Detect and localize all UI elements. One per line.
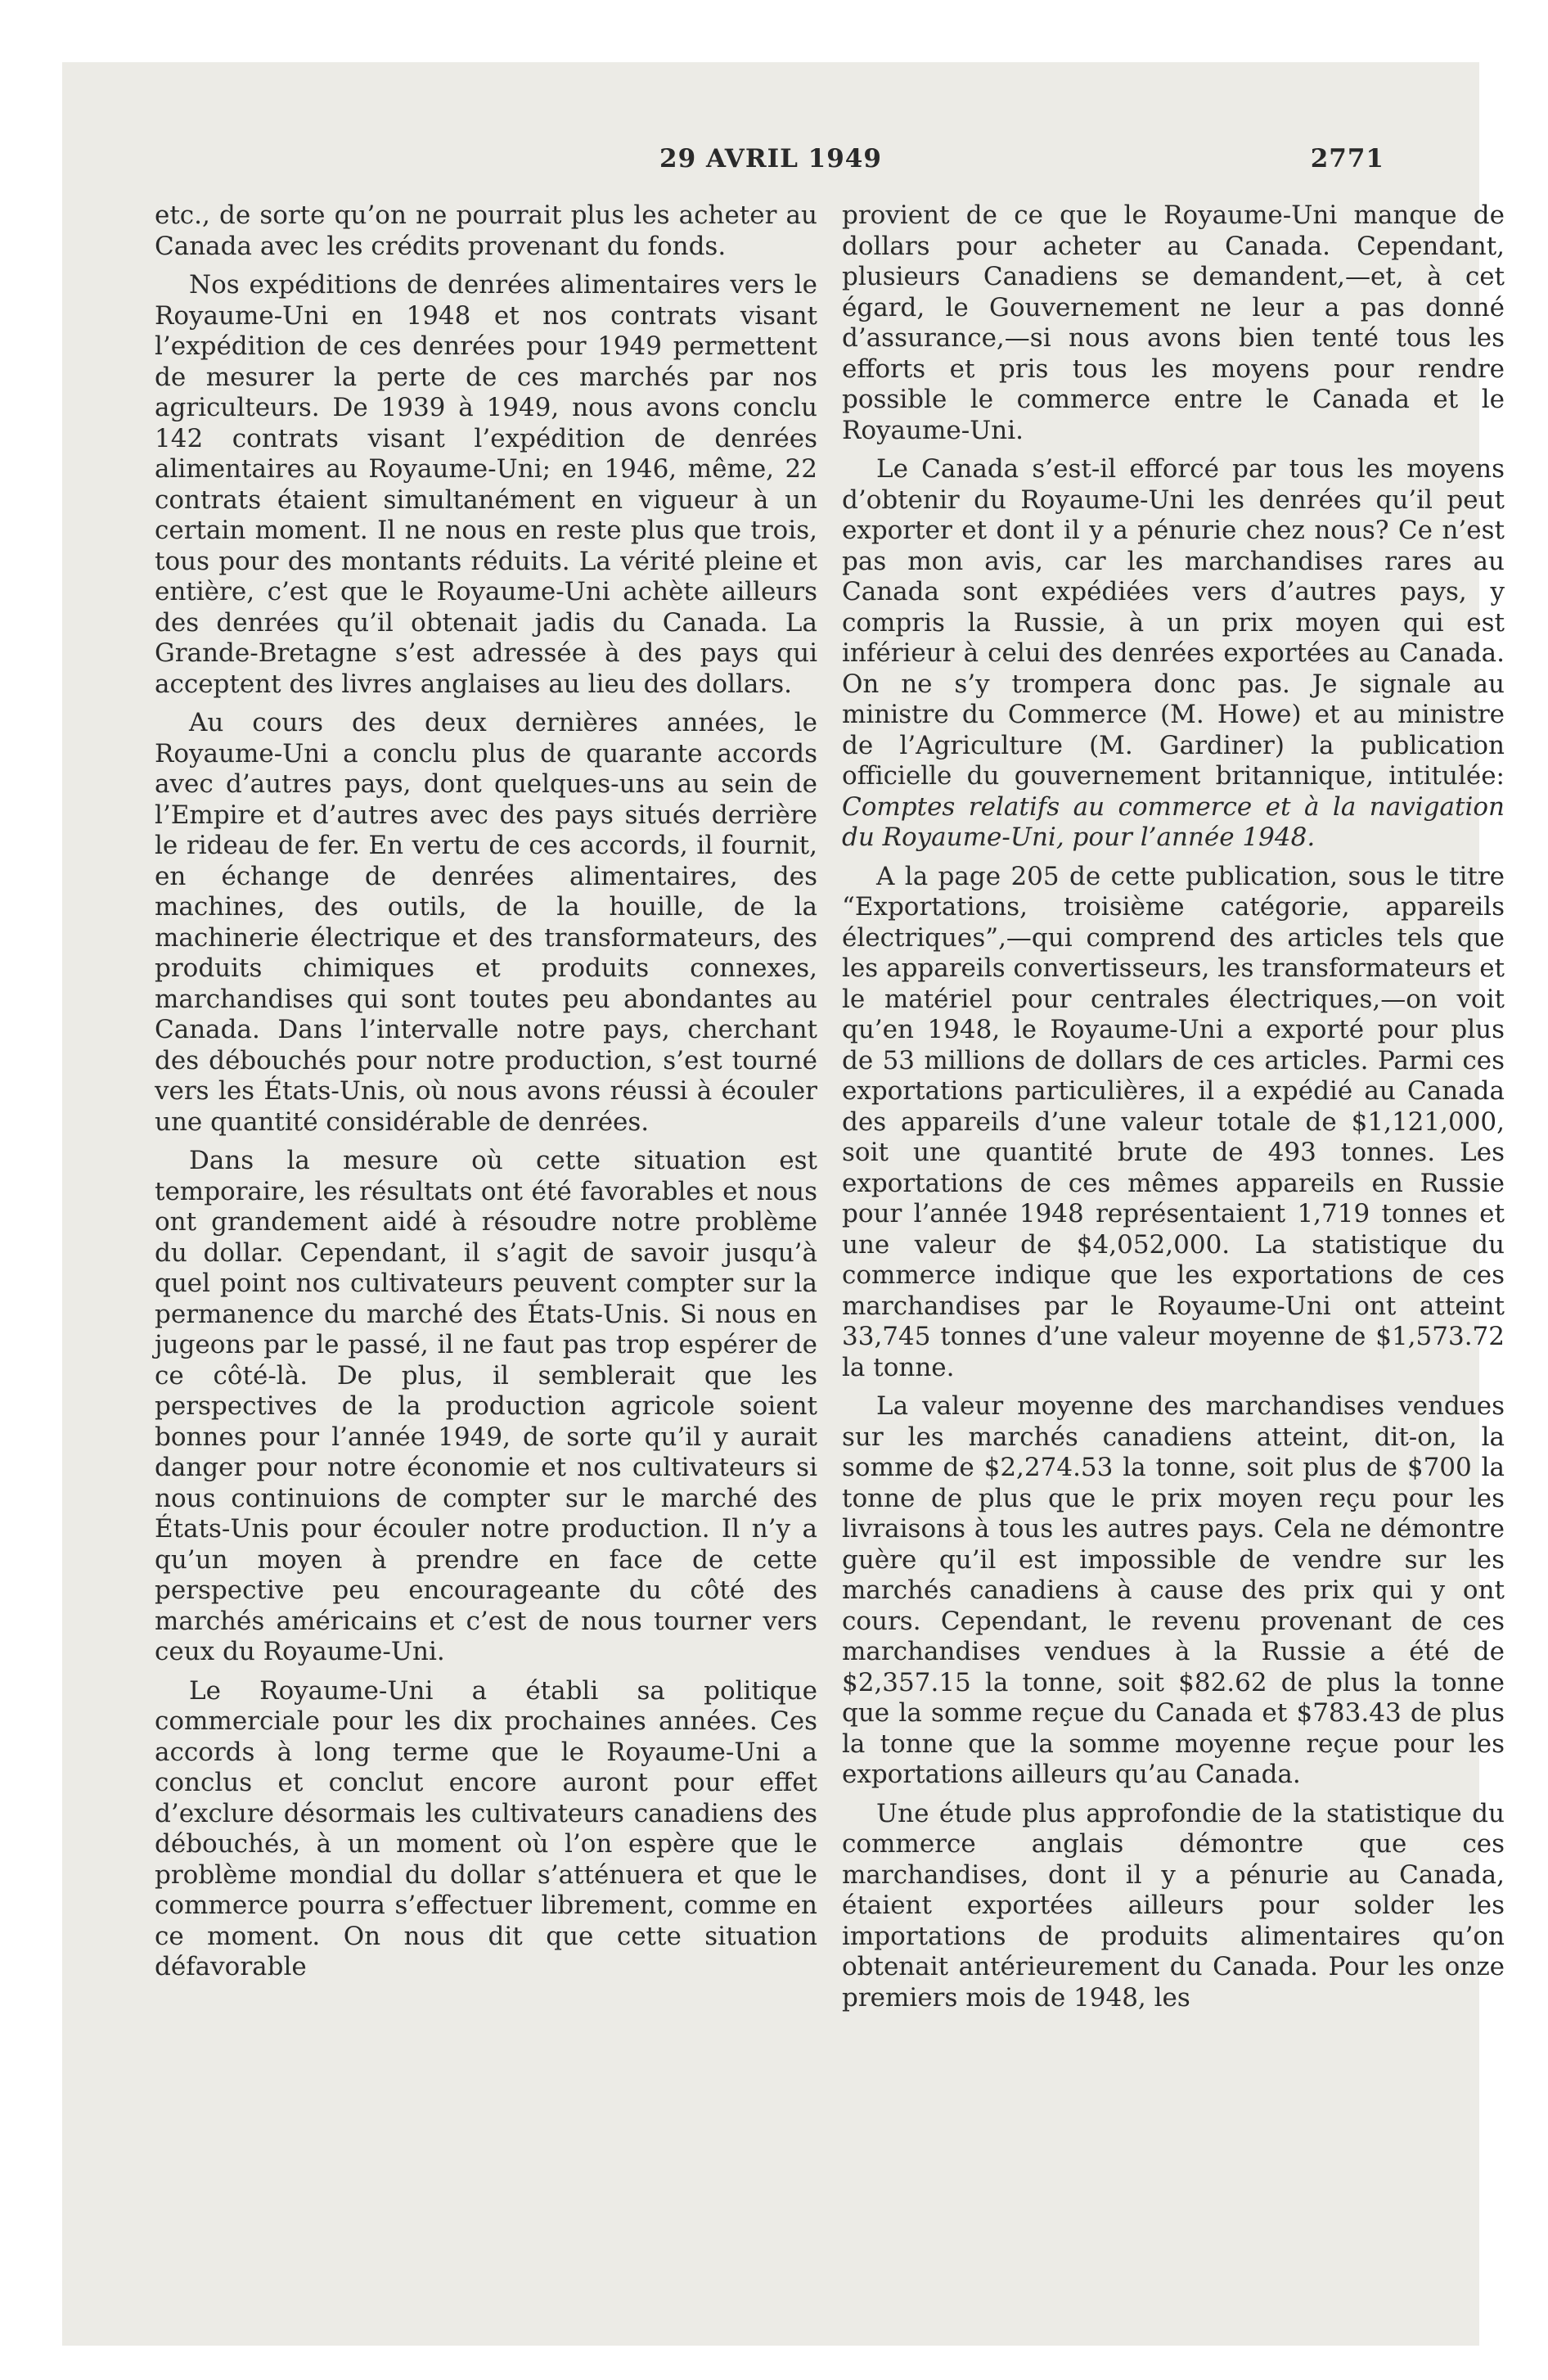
left-paragraph-2: Nos expéditions de denrées alimentaires vers le Royaume-Uni en 1948 et nos contrats visant l’expédition de ces denrées pour 1949 permettent de mesurer la perte de ces marchés par nos agriculteurs. De 1939 à 1949, nous avons conclu 142 contrats visant l’expédition de denrées alimentaires au Royaume-Uni; en 1946, même, 22 contrats étaient simultanément en vigueur à un certain moment. Il ne nous en reste plus que trois, tous pour des montants réduits. La vérité pleine et entière, c’est que le Royaume-Uni achète ailleurs des denrées qu’il obtenait jadis du Canada. La Grande-Bretagne s’est adressée à des pays qui acceptent des livres anglaises au lieu des dollars. — [155, 270, 817, 699]
right-paragraph-1: provient de ce que le Royaume-Uni manque de dollars pour acheter au Canada. Cependant, plusieurs Canadiens se demandent,—et, à cet égard, le Gouvernement ne leur a pas donné d’assurance,—si nous avons bien tenté tous les efforts et pris tous les moyens pour rendre possible le commerce entre le Canada et le Royaume-Uni. — [842, 201, 1505, 445]
right-paragraph-3: A la page 205 de cette publication, sous le titre “Exportations, troisième catégorie, appareils électriques”,—qui comprend des articles tels que les appareils convertisseurs, les transformateurs et le matériel pour centrales électriques,—on voit qu’en 1948, le Royaume-Uni a exporté pour plus de 53 millions de dollars de ces articles. Parmi ces exportations particulières, il a expédié au Canada des appareils d’une valeur totale de $1,121,000, soit une quantité brute de 493 tonnes. Les exportations de ces mêmes appareils en Russie pour l’année 1948 représentaient 1,719 tonnes et une valeur de $4,052,000. La statistique du commerce indique que les exportations de ces marchandises par le Royaume-Uni ont atteint 33,745 tonnes d’une valeur moyenne de $1,573.72 la tonne. — [842, 861, 1505, 1382]
publication-title: Comptes relatifs au commerce et à la navigation du Royaume-Uni, pour l’année 1948. — [842, 791, 1505, 852]
left-paragraph-5: Le Royaume-Uni a établi sa politique commerciale pour les dix prochaines années. Ces accords à long terme que le Royaume-Uni a conclus et conclut encore auront pour effet d’exclure désormais les cultivateurs canadiens des débouchés, à un moment où l’on espère que le problème mondial du dollar s’atténuera et que le commerce pourra s’effectuer librement, comme en ce moment. On nous dit que cette situation défavorable — [155, 1675, 817, 1981]
left-paragraph-4: Dans la mesure où cette situation est temporaire, les résultats ont été favorables et nous ont grandement aidé à résoudre notre problème du dollar. Cependant, il s’agit de savoir jusqu’à quel point nos cultivateurs peuvent compter sur la permanence du marché des États-Unis. Si nous en jugeons par le passé, il ne faut pas trop espérer de ce côté-là. De plus, il semblerait que les perspectives de la production agricole soient bonnes pour l’année 1949, de sorte qu’il y aurait danger pour notre économie et nos cultivateurs si nous continuions de compter sur le marché des États-Unis pour écouler notre production. Il n’y a qu’un moyen à prendre en face de cette perspective peu encourageante du côté des marchés américains et c’est de nous tourner vers ceux du Royaume-Uni. — [155, 1146, 817, 1666]
right-paragraph-2-text: Le Canada s’est-il efforcé par tous les moyens d’obtenir du Royaume-Uni les denrées qu’il peut exporter et dont il y a pénurie chez nous? Ce n’est pas mon avis, car les marchandises rares au Canada sont expédiées vers d’autres pays, y compris la Russie, à un prix moyen qui est inférieur à celui des denrées exportées au Canada. On ne s’y trompera donc pas. Je signale au ministre du Commerce (M. Howe) et au ministre de l’Agriculture (M. Gardiner) la publication officielle du gouvernement britannique, intitulée: — [842, 454, 1505, 791]
right-paragraph-5: Une étude plus approfondie de la statistique du commerce anglais démontre que ces marchandises, dont il y a pénurie au Canada, étaient exportées ailleurs pour solder les importations de produits alimentaires qu’on obtenait antérieurement du Canada. Pour les onze premiers mois de 1948, les — [842, 1798, 1505, 2013]
header-date: 29 AVRIL 1949 — [659, 144, 882, 174]
scanned-page — [62, 62, 1505, 2346]
right-paragraph-4: La valeur moyenne des marchandises vendues sur les marchés canadiens atteint, dit-on, la somme de $2,274.53 la tonne, soit plus de $700 la tonne de plus que le prix moyen reçu pour les livraisons à tous les autres pays. Cela ne démontre guère qu’il est impossible de vendre sur les marchés canadiens à cause des prix qui y ont cours. Cependant, le revenu provenant de ces marchandises vendues à la Russie a été de $2,357.15 la tonne, soit $82.62 de plus la tonne que la somme reçue du Canada et $783.43 de plus la tonne que la somme moyenne reçue pour les exportations ailleurs qu’au Canada. — [842, 1391, 1505, 1789]
right-paragraph-2 — [842, 454, 1505, 854]
page-header — [62, 144, 1479, 177]
page-number: 2771 — [1310, 144, 1384, 174]
left-paragraph-1: etc., de sorte qu’on ne pourrait plus les acheter au Canada avec les crédits provenant du fonds. — [155, 201, 817, 261]
left-paragraph-3: Au cours des deux dernières années, le Royaume-Uni a conclu plus de quarante accords avec d’autres pays, dont quelques-uns au sein de l’Empire et d’autres avec des pays situés derrière le rideau de fer. En vertu de ces accords, il fournit, en échange de denrées alimentaires, des machines, des outils, de la houille, de la machinerie électrique et des transformateurs, des produits chimiques et produits connexes, marchandises qui sont toutes peu abondantes au Canada. Dans l’intervalle notre pays, cherchant des débouchés pour notre production, s’est tourné vers les États-Unis, où nous avons réussi à écouler une quantité considérable de denrées. — [155, 708, 817, 1137]
